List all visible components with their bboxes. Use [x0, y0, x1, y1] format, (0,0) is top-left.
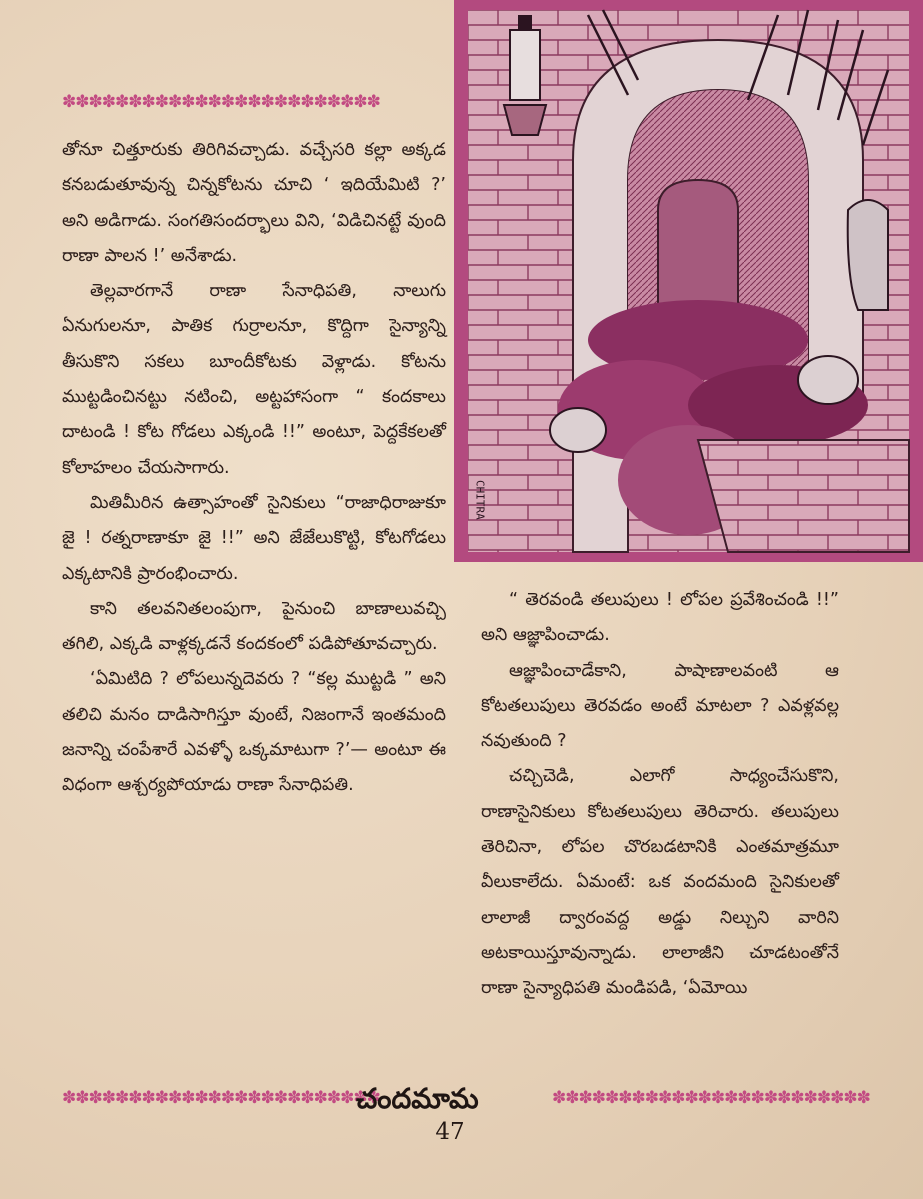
- artist-signature: CHITRA: [473, 480, 487, 520]
- paragraph: తోనూ చిత్తూరుకు తిరిగివచ్చాడు. వచ్చేసరి కల్లా అక్కడ కనబడుతూవున్న చిన్నకోటను చూచి ‘ ఇదియేమిటి ?’ అని అడిగాడు. సంగతిసందర్భాలు విని, ‘విడిచినట్టే వుంది రాణా పాలన !’ అనేశాడు.: [62, 140, 446, 266]
- magazine-title: చందమామ: [356, 1082, 479, 1115]
- paragraph: ఆజ్ఞాపించాడేకాని, పాషాణాలవంటి ఆ కోటతలుపులు తెరవడం అంటే మాటలా ? ఎవళ్లవల్ల నవుతుంది ?: [481, 660, 839, 752]
- illustration-fort-gate-battle: [454, 0, 923, 562]
- bottom-right-decorative-border: [552, 1088, 870, 1108]
- illustration-drawing: [468, 10, 909, 552]
- paragraph: చచ్చిచెడి, ఎలాగో సాధ్యంచేసుకొని, రాణాసైనికులు కోటతలుపులు తెరిచారు. తలుపులు తెరిచినా, లోపల చొరబడటానికి ఎంతమాత్రమూ వీలుకాలేదు. ఏమంటే: ఒక వందమంది సైనికులతో లాలాజీ ద్వారంవద్ద అడ్డు నిల్చుని వారిని అటకాయిస్తూవున్నాడు. లాలాజీని చూడటంతోనే రాణా సైన్యాధిపతి మండిపడి, ‘ఏమోయి: [481, 766, 839, 999]
- page-number: 47: [435, 1119, 465, 1145]
- lantern-icon: [504, 15, 546, 135]
- paragraph: కాని తలవనితలంపుగా, పైనుంచి బాణాలువచ్చి తగిలి, ఎక్కడి వాళ్లక్కడనే కందకంలో పడిపోతూవచ్చారు.: [62, 598, 446, 655]
- top-decorative-border: [62, 92, 442, 112]
- border-motif: ✽✽✽✽✽✽✽✽✽✽✽✽✽✽✽✽✽✽✽✽✽✽✽✽: [552, 1088, 870, 1108]
- border-motif: ✽✽✽✽✽✽✽✽✽✽✽✽✽✽✽✽✽✽✽✽✽✽✽✽: [62, 92, 380, 112]
- inner-gate-door: [658, 180, 738, 310]
- elephant-icon: [848, 200, 888, 310]
- paragraph: ‘ఏమిటిది ? లోపలున్నదెవరు ? “కల్ల ముట్టడి ” అని తలిచి మనం దాడిసాగిస్తూ వుంటే, నిజంగానే ఇంతమంది జనాన్ని చంపేశారే ఎవళ్ళో ఒక్కమాటుగా ?’— అంటూ ఈ విధంగా ఆశ్చర్యపోయాడు రాణా సేనాధిపతి.: [62, 669, 446, 796]
- left-text-column: [62, 133, 446, 804]
- paragraph: మితిమీరిన ఉత్సాహంతో సైనికులు “రాజాధిరాజుకూ జై ! రత్నరాణాకూ జై !!” అని జేజేలుకొట్టి, కోటగోడలు ఎక్కటానికి ప్రారంభించారు.: [62, 492, 446, 584]
- paragraph: “ తెరవండి తలుపులు ! లోపల ప్రవేశించండి !!” అని ఆజ్ఞాపించాడు.: [481, 590, 839, 646]
- border-motif: ✽✽✽✽✽✽✽✽✽✽✽✽✽✽✽✽✽✽✽✽✽✽✽✽: [62, 1088, 380, 1108]
- right-text-column: [481, 583, 839, 1007]
- parapet-wall: [698, 440, 909, 552]
- paragraph: తెల్లవారగానే రాణా సేనాధిపతి, నాలుగు ఏనుగులనూ, పాతిక గుర్రాలనూ, కొద్దిగా సైన్యాన్ని తీసుకొని సకలు బూందీకోటకు వెళ్లాడు. కోటను ముట్టడించినట్టు నటించి, అట్టహాసంగా “ కందకాలు దాటండి ! కోట గోడలు ఎక్కండి !!” అంటూ, పెద్దకేకలతో కోలాహలం చేయసాగారు.: [62, 281, 446, 478]
- bottom-left-decorative-border: [62, 1088, 380, 1108]
